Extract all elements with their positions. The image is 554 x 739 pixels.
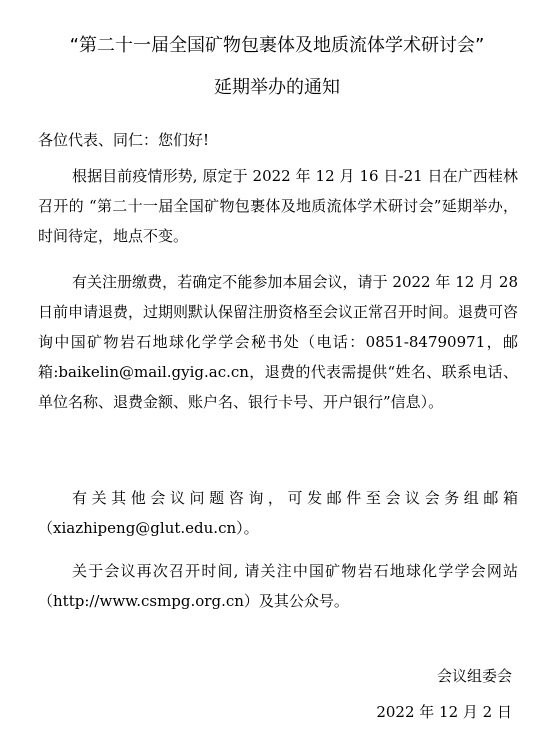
paragraph-refund: 有关注册缴费，若确定不能参加本届会议，请于 2022 年 12 月 28 日前申请退费，过期则默认保留注册资格至会议正常召开时间。退费可咨询中国矿物岩石地球化学学会秘书处（电话：0851-84790971，邮箱:baikelin@mail.gyig.ac.cn，退费的代表需提供“姓名、联系电话、单位名称、退费金额、账户名、银行卡号、开户银行”信息）。 <box>38 273 519 411</box>
notice-title-line-1: “第二十一届全国矿物包裹体及地质流体学术研讨会” <box>69 35 485 56</box>
paragraph-postponement: 根据目前疫情形势, 原定于 2022 年 12 月 16 日-21 日在广西桂林召开的 “第二十一届全国矿物包裹体及地质流体学术研讨会”延期举办，时间待定，地点不变。 <box>38 167 518 245</box>
paragraph-rescheduling: 关于会议再次召开时间, 请关注中国矿物岩石地球化学学会网站（http://www.csmpg.org.cn）及其公众号。 <box>38 562 518 610</box>
greeting: 各位代表、同仁：您们好! <box>38 131 210 149</box>
signature: 会议组委会 <box>436 667 512 685</box>
paragraph-inquiry: 有关其他会议问题咨询，可发邮件至会议会务组邮箱（xiazhipeng@glut.edu.cn）。 <box>38 489 518 537</box>
notice-date: 2022 年 12 月 2 日 <box>376 703 512 721</box>
notice-title-line-2: 延期举办的通知 <box>214 77 340 98</box>
